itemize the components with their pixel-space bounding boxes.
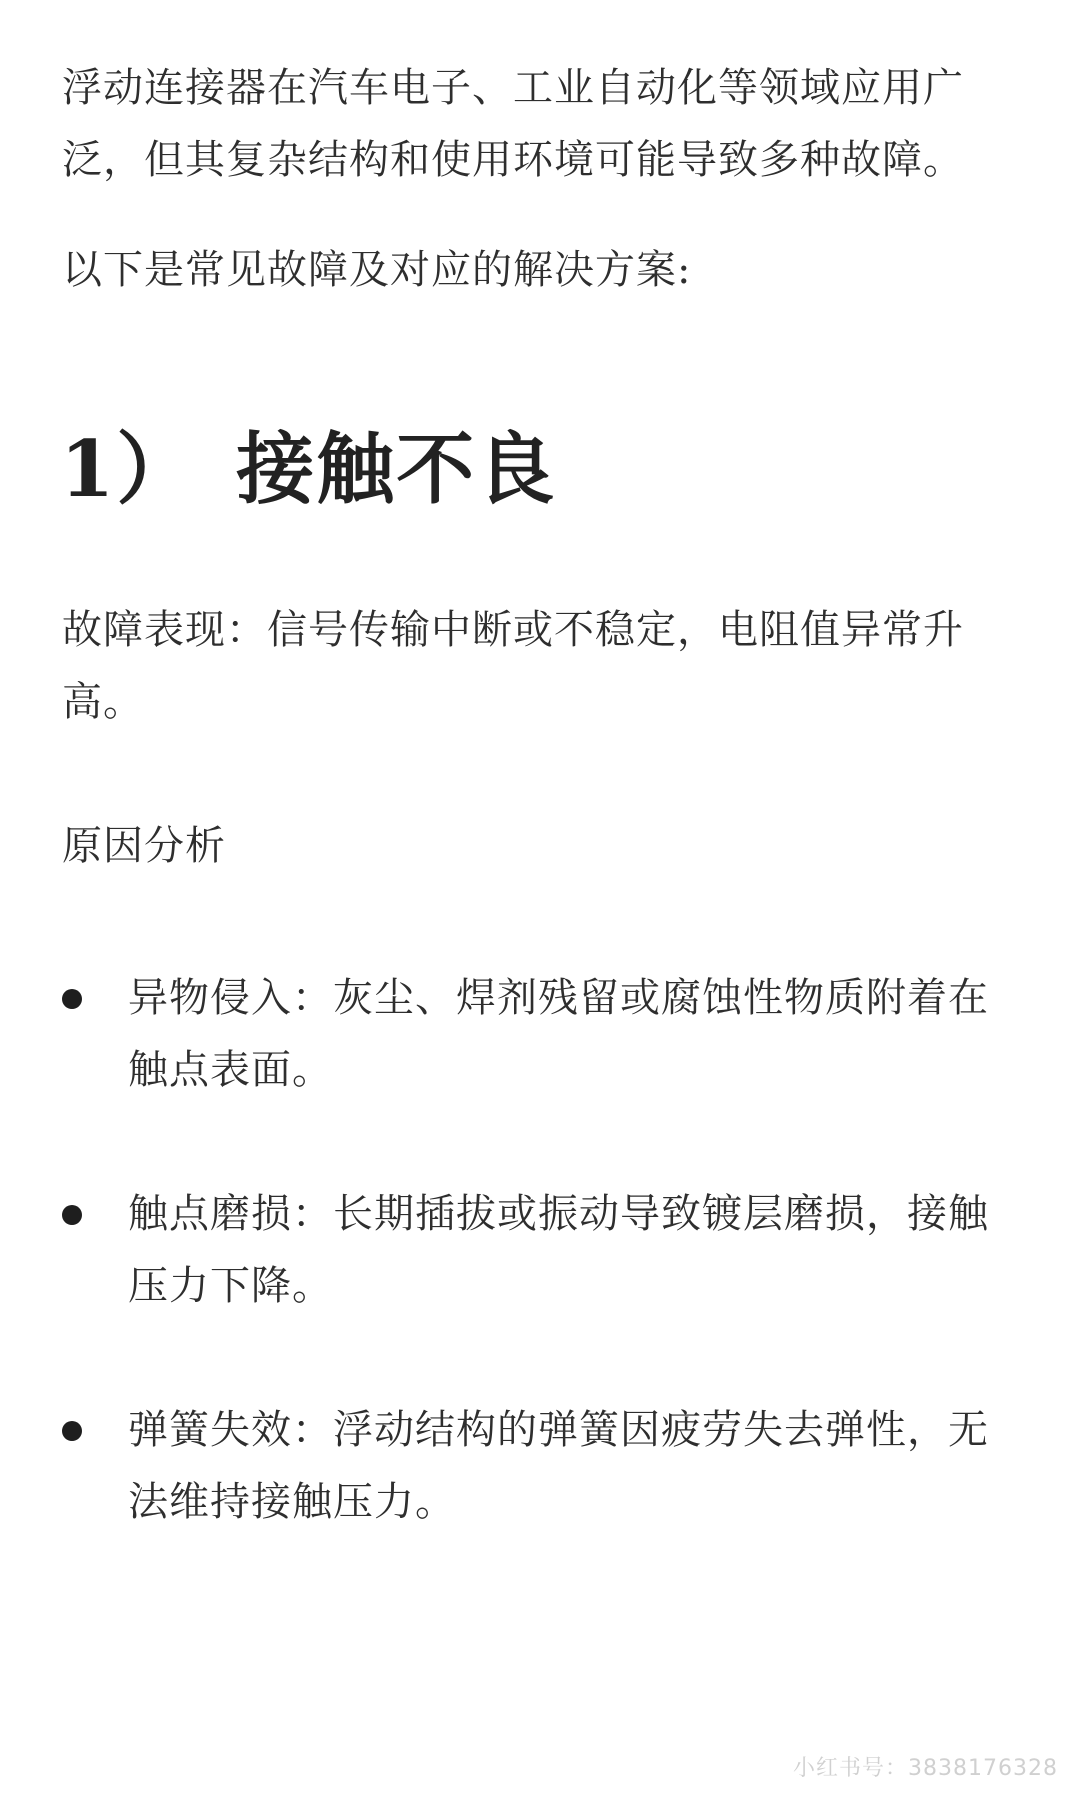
intro-paragraph: 浮动连接器在汽车电子、工业自动化等领域应用广泛，但其复杂结构和使用环境可能导致多种故障。 xyxy=(62,65,964,183)
section-heading xyxy=(60,420,556,520)
bullet-icon xyxy=(62,1205,82,1225)
section-number: 1） xyxy=(60,424,197,515)
list-item-text: 弹簧失效：浮动结构的弹簧因疲劳失去弹性，无法维持接触压力。 xyxy=(128,1407,989,1525)
intro-lead-in: 以下是常见故障及对应的解决方案: xyxy=(62,247,692,293)
section-title: 接触不良 xyxy=(236,424,557,515)
symptom-paragraph: 故障表现：信号传输中断或不稳定，电阻值异常升高。 xyxy=(62,607,964,725)
watermark: 小红书号：3838176328 xyxy=(793,1756,1058,1781)
list-item-text: 触点磨损：长期插拔或振动导致镀层磨损，接触压力下降。 xyxy=(128,1191,989,1309)
cause-heading: 原因分析 xyxy=(62,823,226,869)
bullet-icon xyxy=(62,1421,82,1441)
bullet-icon xyxy=(62,989,82,1009)
list-item-text: 异物侵入：灰尘、焊剂残留或腐蚀性物质附着在触点表面。 xyxy=(128,975,989,1093)
